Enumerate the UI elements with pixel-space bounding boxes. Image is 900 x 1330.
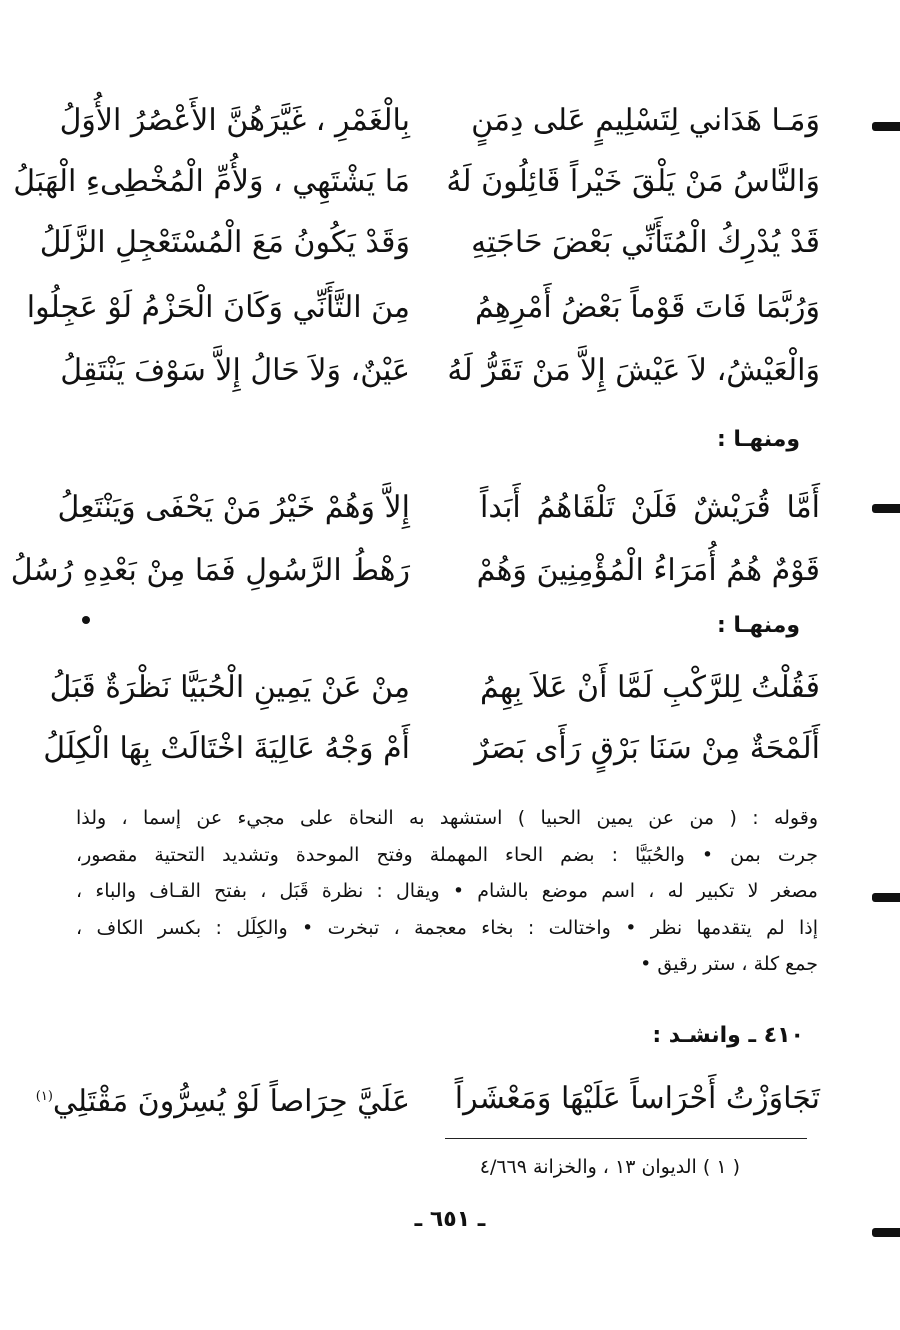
verse-line [13, 157, 820, 207]
verse-hemistich-left-text: عَلَيَّ حِرَاصاً لَوْ يُسِرُّونَ مَقْتَلِي [52, 1083, 410, 1119]
commentary-line: إذا لم يتقدمها نظر • واختالت : بخاء معجمة ، تبخرت • والكِلَل : بكسر الكاف ، [76, 916, 818, 939]
poem-heading: ٤١٠ ـ وانشـد : [652, 1023, 804, 1048]
footnote-marker: (١) [35, 1088, 53, 1104]
verse-hemistich-left: إِلاَّ وَهُمْ خَيْرُ مَنْ يَحْفَى وَيَنْتَعِلُ [57, 490, 410, 525]
verse-hemistich-left: بِالْغَمْرِ ، غَيَّرَهُنَّ الأَعْصُرُ الأُوَلُ [59, 103, 410, 138]
verse-line [59, 96, 820, 146]
scan-edge-mark [872, 893, 900, 902]
verse-hemistich-left: عَيْنٌ، وَلاَ حَالُ إِلاَّ سَوْفَ يَنْتَقِلُ [60, 353, 410, 388]
verse-hemistich-right: أَلَمْحَةٌ مِنْ سَنَا بَرْقٍ رَأَى بَصَرٌ [474, 731, 820, 766]
verse-hemistich-left: وَقَدْ يَكُونُ مَعَ الْمُسْتَعْجِلِ الزَّلَلُ [39, 225, 410, 260]
verse-hemistich-left: أَمْ وَجْهُ عَالِيَةَ اخْتَالَتْ بِهَا الْكِلَلُ [43, 731, 410, 766]
scan-edge-mark [872, 1228, 900, 1237]
verse-hemistich-left: مِنْ عَنْ يَمِينِ الْحُبَيَّا نَظْرَةٌ قَبَلُ [49, 670, 410, 705]
verse-hemistich-left [35, 1072, 410, 1127]
verse-hemistich-right: وَالْعَيْشُ، لاَ عَيْشَ إِلاَّ مَنْ تَقَرُّ لَهُ [447, 353, 820, 388]
verse-hemistich-left: مَا يَشْتَهِي ، وَلأُمِّ الْمُخْطِىءِ الْهَبَلُ [13, 164, 410, 199]
scan-edge-mark [872, 122, 900, 131]
commentary-paragraph [76, 800, 818, 983]
verse-line [10, 546, 820, 596]
verse-line [35, 1074, 820, 1124]
bullet-dot [82, 616, 90, 624]
verse-hemistich-right: فَقُلْتُ لِلرَّكْبِ لَمَّا أَنْ عَلاَ بِهِمُ [480, 670, 820, 705]
commentary-line: جرت بمن • والحُبَيَّا : بضم الحاء المهملة وفتح الموحدة وتشديد التحتية مقصور، [76, 843, 818, 866]
verse-line [57, 483, 820, 533]
commentary-line: مصغر لا تكبير له ، اسم موضع بالشام • ويقال : نظرة قَبَل ، بفتح القـاف والباء ، [76, 880, 818, 902]
verse-hemistich-right: قَوْمٌ هُمُ أُمَرَاءُ الْمُؤْمِنِينَ وَهُمْ [476, 553, 820, 588]
verse-line [49, 663, 820, 713]
verse-line [43, 724, 820, 774]
verse-line [39, 218, 820, 268]
verse-hemistich-right: أَمَّا قُرَيْشٌ فَلَنْ تَلْقَاهُمُ أَبَداً [480, 490, 820, 525]
verse-hemistich-left: مِنَ التَّأَنِّي وَكَانَ الْحَزْمُ لَوْ عَجِلُوا [26, 290, 410, 325]
verse-line [26, 283, 820, 333]
verse-hemistich-right: وَرُبَّمَا فَاتَ قَوْماً بَعْضُ أَمْرِهِمُ [474, 290, 820, 325]
verse-hemistich-right: وَالنَّاسُ مَنْ يَلْقَ خَيْراً قَائِلُونَ لَهُ [446, 164, 820, 199]
section-label: ومنهـا : [716, 427, 800, 452]
verse-line [60, 346, 820, 396]
verse-hemistich-left: رَهْطُ الرَّسُولِ فَمَا مِنْ بَعْدِهِ رُسُلُ [10, 553, 410, 588]
page-number: ـ ٦٥١ ـ [414, 1207, 486, 1232]
verse-hemistich-right: وَمَـا هَدَاني لِتَسْلِيمٍ عَلى دِمَنٍ [471, 103, 820, 138]
section-label: ومنهـا : [716, 613, 800, 638]
scan-edge-mark [872, 504, 900, 513]
verse-hemistich-right: تَجَاوَزْتُ أَحْرَاساً عَلَيْهَا وَمَعْشَراً [454, 1081, 820, 1116]
footnote-divider [445, 1138, 807, 1139]
footnote-text: ( ١ ) الديوان ١٣ ، والخزانة ٤/٦٦٩ [479, 1156, 740, 1178]
commentary-line: جمع كلة ، ستر رقيق • [640, 953, 818, 975]
verse-hemistich-right: قَدْ يُدْرِكُ الْمُتَأَنِّي بَعْضَ حَاجَتِهِ [471, 225, 820, 260]
commentary-line: وقوله : ( من عن يمين الحبيا ) استشهد به النحاة على مجيء عن إسما ، ولذا [76, 807, 818, 829]
